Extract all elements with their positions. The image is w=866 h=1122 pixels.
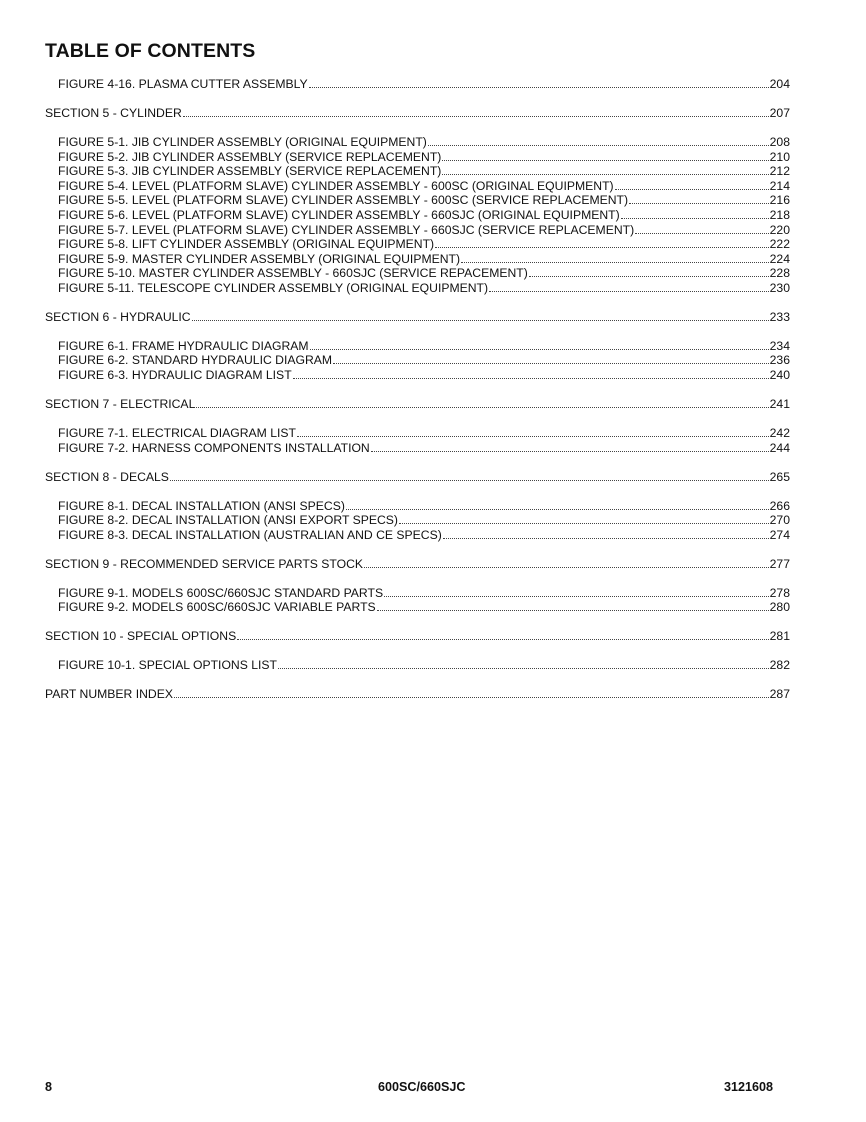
toc-entry-figure-5-6[interactable] bbox=[45, 208, 790, 223]
leader-dots bbox=[371, 441, 769, 452]
leader-dots bbox=[364, 557, 769, 568]
toc-part-number-index[interactable] bbox=[45, 687, 790, 702]
toc-section-10[interactable] bbox=[45, 629, 790, 644]
toc-entry-page: 216 bbox=[769, 193, 790, 208]
toc-entry-figure-5-4[interactable] bbox=[45, 179, 790, 194]
toc-entry-page: 222 bbox=[769, 237, 790, 252]
toc-entry-figure-6-3[interactable] bbox=[45, 368, 790, 383]
toc-entry-page: 278 bbox=[769, 585, 790, 600]
toc-entry-page: 233 bbox=[769, 309, 790, 324]
footer-doc-number: 3121608 bbox=[724, 1080, 774, 1094]
leader-dots bbox=[442, 150, 768, 161]
toc-entry-figure-5-10[interactable] bbox=[45, 266, 790, 281]
leader-dots bbox=[629, 193, 769, 204]
toc-entry-label: FIGURE 5-7. LEVEL (PLATFORM SLAVE) CYLINDER ASSEMBLY - 660SJC (SERVICE REPLACEMENT) bbox=[58, 222, 635, 237]
toc-entry-label: SECTION 9 - RECOMMENDED SERVICE PARTS STOCK bbox=[45, 556, 364, 571]
toc-entry-label: FIGURE 5-1. JIB CYLINDER ASSEMBLY (ORIGINAL EQUIPMENT) bbox=[58, 134, 427, 149]
leader-dots bbox=[192, 310, 769, 321]
toc-entry-page: 208 bbox=[769, 134, 790, 149]
toc-entry-label: FIGURE 5-5. LEVEL (PLATFORM SLAVE) CYLINDER ASSEMBLY - 600SC (SERVICE REPLACEMENT) bbox=[58, 193, 629, 208]
leader-dots bbox=[399, 513, 769, 524]
toc-entry-figure-7-2[interactable] bbox=[45, 441, 790, 456]
toc-entry-figure-8-1[interactable] bbox=[45, 499, 790, 514]
page-title: TABLE OF CONTENTS bbox=[45, 40, 256, 62]
leader-dots bbox=[428, 135, 769, 146]
leader-dots bbox=[443, 528, 769, 539]
toc-entry-label: FIGURE 5-10. MASTER CYLINDER ASSEMBLY - 660SJC (SERVICE REPACEMENT) bbox=[58, 266, 528, 281]
toc-entry-page: 212 bbox=[769, 164, 790, 179]
leader-dots bbox=[346, 499, 769, 510]
toc-entry-page: 270 bbox=[769, 513, 790, 528]
leader-dots bbox=[615, 179, 769, 190]
toc-entry-page: 228 bbox=[769, 266, 790, 281]
toc-entry-page: 265 bbox=[769, 469, 790, 484]
leader-dots bbox=[310, 339, 769, 350]
toc-entry-figure-5-11[interactable] bbox=[45, 281, 790, 296]
toc-section-6[interactable] bbox=[45, 310, 790, 325]
toc-entry-figure-5-3[interactable] bbox=[45, 164, 790, 179]
toc-section-9[interactable] bbox=[45, 557, 790, 572]
toc-entry-label: FIGURE 8-2. DECAL INSTALLATION (ANSI EXPORT SPECS) bbox=[58, 513, 398, 528]
leader-dots bbox=[293, 368, 769, 379]
toc-entry-page: 266 bbox=[769, 498, 790, 513]
toc-entry-label: FIGURE 5-11. TELESCOPE CYLINDER ASSEMBLY (ORIGINAL EQUIPMENT) bbox=[58, 280, 489, 295]
toc-entry-figure-4-16[interactable] bbox=[45, 77, 790, 92]
toc-entry-label: FIGURE 5-6. LEVEL (PLATFORM SLAVE) CYLINDER ASSEMBLY - 660SJC (ORIGINAL EQUIPMENT) bbox=[58, 207, 620, 222]
leader-dots bbox=[377, 600, 769, 611]
toc-entry-page: 220 bbox=[769, 222, 790, 237]
toc-entry-page: 242 bbox=[769, 426, 790, 441]
toc-entry-label: SECTION 5 - CYLINDER bbox=[45, 105, 182, 120]
toc-entry-label: FIGURE 5-9. MASTER CYLINDER ASSEMBLY (ORIGINAL EQUIPMENT) bbox=[58, 251, 461, 266]
toc-entry-page: 224 bbox=[769, 251, 790, 266]
toc-entry-figure-10-1[interactable] bbox=[45, 658, 790, 673]
toc-entry-figure-8-3[interactable] bbox=[45, 528, 790, 543]
toc-entry-label: FIGURE 6-1. FRAME HYDRAULIC DIAGRAM bbox=[58, 338, 309, 353]
leader-dots bbox=[442, 164, 768, 175]
toc-entry-label: FIGURE 7-2. HARNESS COMPONENTS INSTALLATION bbox=[58, 440, 370, 455]
toc-entry-page: 287 bbox=[769, 687, 790, 702]
toc-entry-label: FIGURE 6-3. HYDRAULIC DIAGRAM LIST bbox=[58, 368, 292, 383]
leader-dots bbox=[183, 106, 769, 117]
toc-entry-label: FIGURE 8-3. DECAL INSTALLATION (AUSTRALIAN AND CE SPECS) bbox=[58, 527, 442, 542]
toc-entry-figure-5-2[interactable] bbox=[45, 150, 790, 165]
leader-dots bbox=[435, 237, 769, 248]
toc-entry-figure-5-8[interactable] bbox=[45, 237, 790, 252]
leader-dots bbox=[529, 266, 769, 277]
leader-dots bbox=[635, 223, 769, 234]
toc-entry-label: FIGURE 7-1. ELECTRICAL DIAGRAM LIST bbox=[58, 426, 296, 441]
leader-dots bbox=[278, 658, 769, 669]
toc-entry-page: 274 bbox=[769, 527, 790, 542]
footer-page-number: 8 bbox=[45, 1080, 53, 1094]
toc-entry-label: FIGURE 10-1. SPECIAL OPTIONS LIST bbox=[58, 658, 277, 673]
toc-entry-page: 241 bbox=[769, 397, 790, 412]
toc-entry-page: 218 bbox=[769, 207, 790, 222]
leader-dots bbox=[170, 470, 769, 481]
toc-entry-label: FIGURE 5-8. LIFT CYLINDER ASSEMBLY (ORIGINAL EQUIPMENT) bbox=[58, 237, 435, 252]
toc-entry-page: 244 bbox=[769, 440, 790, 455]
leader-dots bbox=[174, 687, 769, 698]
toc-entry-figure-9-1[interactable] bbox=[45, 586, 790, 601]
toc-entry-label: FIGURE 9-1. MODELS 600SC/660SJC STANDARD PARTS bbox=[58, 585, 384, 600]
toc-list bbox=[45, 77, 790, 702]
toc-entry-page: 210 bbox=[769, 149, 790, 164]
toc-entry-page: 207 bbox=[769, 105, 790, 120]
toc-entry-page: 282 bbox=[769, 658, 790, 673]
toc-entry-figure-9-2[interactable] bbox=[45, 600, 790, 615]
leader-dots bbox=[489, 281, 769, 292]
leader-dots bbox=[333, 353, 769, 364]
toc-entry-label: SECTION 6 - HYDRAULIC bbox=[45, 309, 191, 324]
toc-entry-figure-6-2[interactable] bbox=[45, 353, 790, 368]
toc-entry-page: 281 bbox=[769, 629, 790, 644]
leader-dots bbox=[461, 252, 769, 263]
toc-entry-page: 204 bbox=[769, 77, 790, 91]
leader-dots bbox=[309, 77, 769, 88]
leader-dots bbox=[621, 208, 769, 219]
footer-model: 600SC/660SJC bbox=[378, 1080, 466, 1094]
toc-entry-page: 234 bbox=[769, 338, 790, 353]
leader-dots bbox=[297, 426, 769, 437]
toc-section-5[interactable] bbox=[45, 106, 790, 121]
toc-entry-figure-6-1[interactable] bbox=[45, 339, 790, 354]
toc-entry-page: 280 bbox=[769, 600, 790, 615]
toc-entry-page: 214 bbox=[769, 178, 790, 193]
toc-entry-label: FIGURE 6-2. STANDARD HYDRAULIC DIAGRAM bbox=[58, 353, 333, 368]
toc-entry-label: FIGURE 5-3. JIB CYLINDER ASSEMBLY (SERVICE REPLACEMENT) bbox=[58, 164, 442, 179]
toc-entry-label: FIGURE 9-2. MODELS 600SC/660SJC VARIABLE PARTS bbox=[58, 600, 376, 615]
toc-entry-page: 236 bbox=[769, 353, 790, 368]
toc-entry-page: 240 bbox=[769, 368, 790, 383]
leader-dots bbox=[237, 629, 768, 640]
leader-dots bbox=[384, 586, 769, 597]
toc-entry-label: SECTION 8 - DECALS bbox=[45, 469, 169, 484]
toc-entry-label: FIGURE 5-2. JIB CYLINDER ASSEMBLY (SERVICE REPLACEMENT) bbox=[58, 149, 442, 164]
toc-entry-page: 230 bbox=[769, 280, 790, 295]
toc-entry-label: FIGURE 4-16. PLASMA CUTTER ASSEMBLY bbox=[58, 77, 308, 91]
toc-section-8[interactable] bbox=[45, 470, 790, 485]
toc-entry-figure-7-1[interactable] bbox=[45, 426, 790, 441]
toc-entry-figure-5-5[interactable] bbox=[45, 193, 790, 208]
toc-entry-figure-5-7[interactable] bbox=[45, 223, 790, 238]
toc-entry-figure-5-9[interactable] bbox=[45, 252, 790, 267]
toc-entry-label: PART NUMBER INDEX bbox=[45, 687, 173, 702]
toc-entry-page: 277 bbox=[769, 556, 790, 571]
toc-entry-figure-8-2[interactable] bbox=[45, 513, 790, 528]
toc-entry-label: SECTION 7 - ELECTRICAL bbox=[45, 397, 196, 412]
toc-section-7[interactable] bbox=[45, 397, 790, 412]
toc-entry-figure-5-1[interactable] bbox=[45, 135, 790, 150]
toc-entry-label: SECTION 10 - SPECIAL OPTIONS bbox=[45, 629, 237, 644]
leader-dots bbox=[196, 397, 768, 408]
toc-entry-label: FIGURE 5-4. LEVEL (PLATFORM SLAVE) CYLINDER ASSEMBLY - 600SC (ORIGINAL EQUIPMENT) bbox=[58, 178, 614, 193]
toc-entry-label: FIGURE 8-1. DECAL INSTALLATION (ANSI SPECS) bbox=[58, 498, 345, 513]
